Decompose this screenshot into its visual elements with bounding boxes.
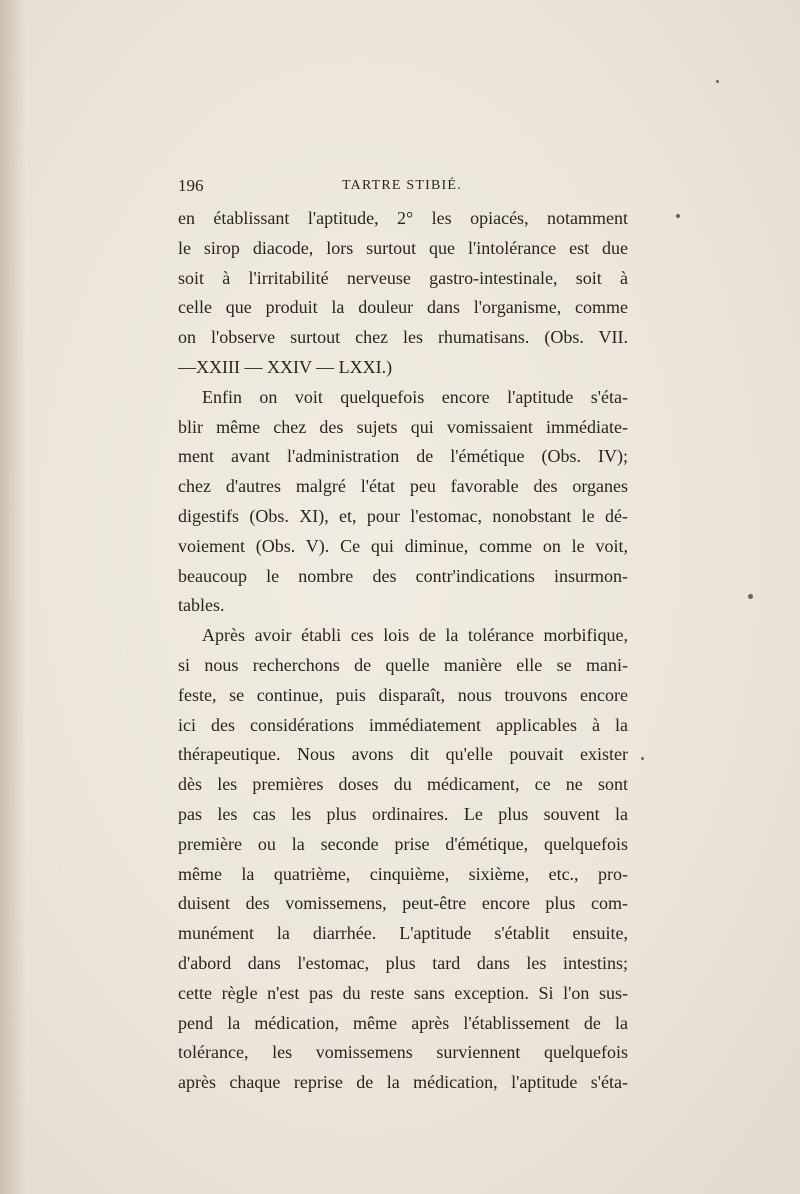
- paper-speck: [676, 214, 680, 218]
- text-line: première ou la seconde prise d'émétique, quelquefois: [178, 833, 628, 854]
- text-line: pas les cas les plus ordinaires. Le plus souvent la: [178, 803, 628, 824]
- text-line: cette règle n'est pas du reste sans exception. Si l'on sus-: [178, 982, 628, 1003]
- page-number: 196: [178, 176, 204, 195]
- text-line: d'abord dans l'estomac, plus tard dans les intestins;: [178, 952, 628, 973]
- text-line: ment avant l'administration de l'émétique (Obs. IV);: [178, 446, 628, 467]
- text-line: voiement (Obs. V). Ce qui diminue, comme on le voit,: [178, 535, 628, 556]
- text-line: ici des considérations immédiatement applicables à la: [178, 714, 628, 735]
- text-line: duisent des vomissemens, peut-être encore plus com-: [178, 893, 628, 914]
- text-line: tables.: [178, 595, 225, 616]
- running-title: TARTRE STIBIÉ.: [342, 178, 462, 193]
- text-line: après chaque reprise de la médication, l'aptitude s'éta-: [178, 1072, 628, 1093]
- paper-speck: [748, 594, 753, 599]
- text-line: beaucoup le nombre des contr'indications insurmon-: [178, 565, 628, 586]
- text-line: si nous recherchons de quelle manière elle se mani-: [178, 654, 628, 675]
- text-line: munément la diarrhée. L'aptitude s'établit ensuite,: [178, 923, 628, 944]
- paper-speck: [716, 80, 719, 83]
- text-line: en établissant l'aptitude, 2° les opiacés, notamment: [178, 208, 628, 228]
- text-line: chez d'autres malgré l'état peu favorable des organes: [178, 476, 628, 497]
- text-line: on l'observe surtout chez les rhumatisans. (Obs. VII.: [178, 327, 628, 348]
- text-line: le sirop diacode, lors surtout que l'intolérance est due: [178, 237, 628, 258]
- paragraph-start-line: Après avoir établi ces lois de la tolérance morbifique,: [202, 625, 628, 646]
- text-line: pend la médication, même après l'établissement de la: [178, 1012, 628, 1033]
- page-header: [178, 176, 628, 198]
- text-line: soit à l'irritabilité nerveuse gastro-intestinale, soit à: [178, 267, 628, 288]
- text-line: —XXIII — XXIV — LXXI.): [178, 356, 393, 377]
- paper-speck: [641, 757, 644, 760]
- text-line: digestifs (Obs. XI), et, pour l'estomac, nonobstant le dé-: [178, 505, 628, 526]
- body-text: [178, 204, 628, 1098]
- page-gutter-shadow: [0, 0, 26, 1194]
- text-line: dès les premières doses du médicament, ce ne sont: [178, 774, 628, 795]
- text-line: tolérance, les vomissemens surviennent quelquefois: [178, 1042, 628, 1063]
- text-line: blir même chez des sujets qui vomissaient immédiate-: [178, 416, 628, 437]
- text-line: feste, se continue, puis disparaît, nous trouvons encore: [178, 684, 628, 705]
- text-line: même la quatrième, cinquième, sixième, etc., pro-: [178, 863, 628, 884]
- text-line: celle que produit la douleur dans l'organisme, comme: [178, 297, 628, 318]
- paragraph-start-line: Enfin on voit quelquefois encore l'aptitude s'éta-: [202, 386, 628, 407]
- text-line: thérapeutique. Nous avons dit qu'elle pouvait exister: [178, 744, 628, 765]
